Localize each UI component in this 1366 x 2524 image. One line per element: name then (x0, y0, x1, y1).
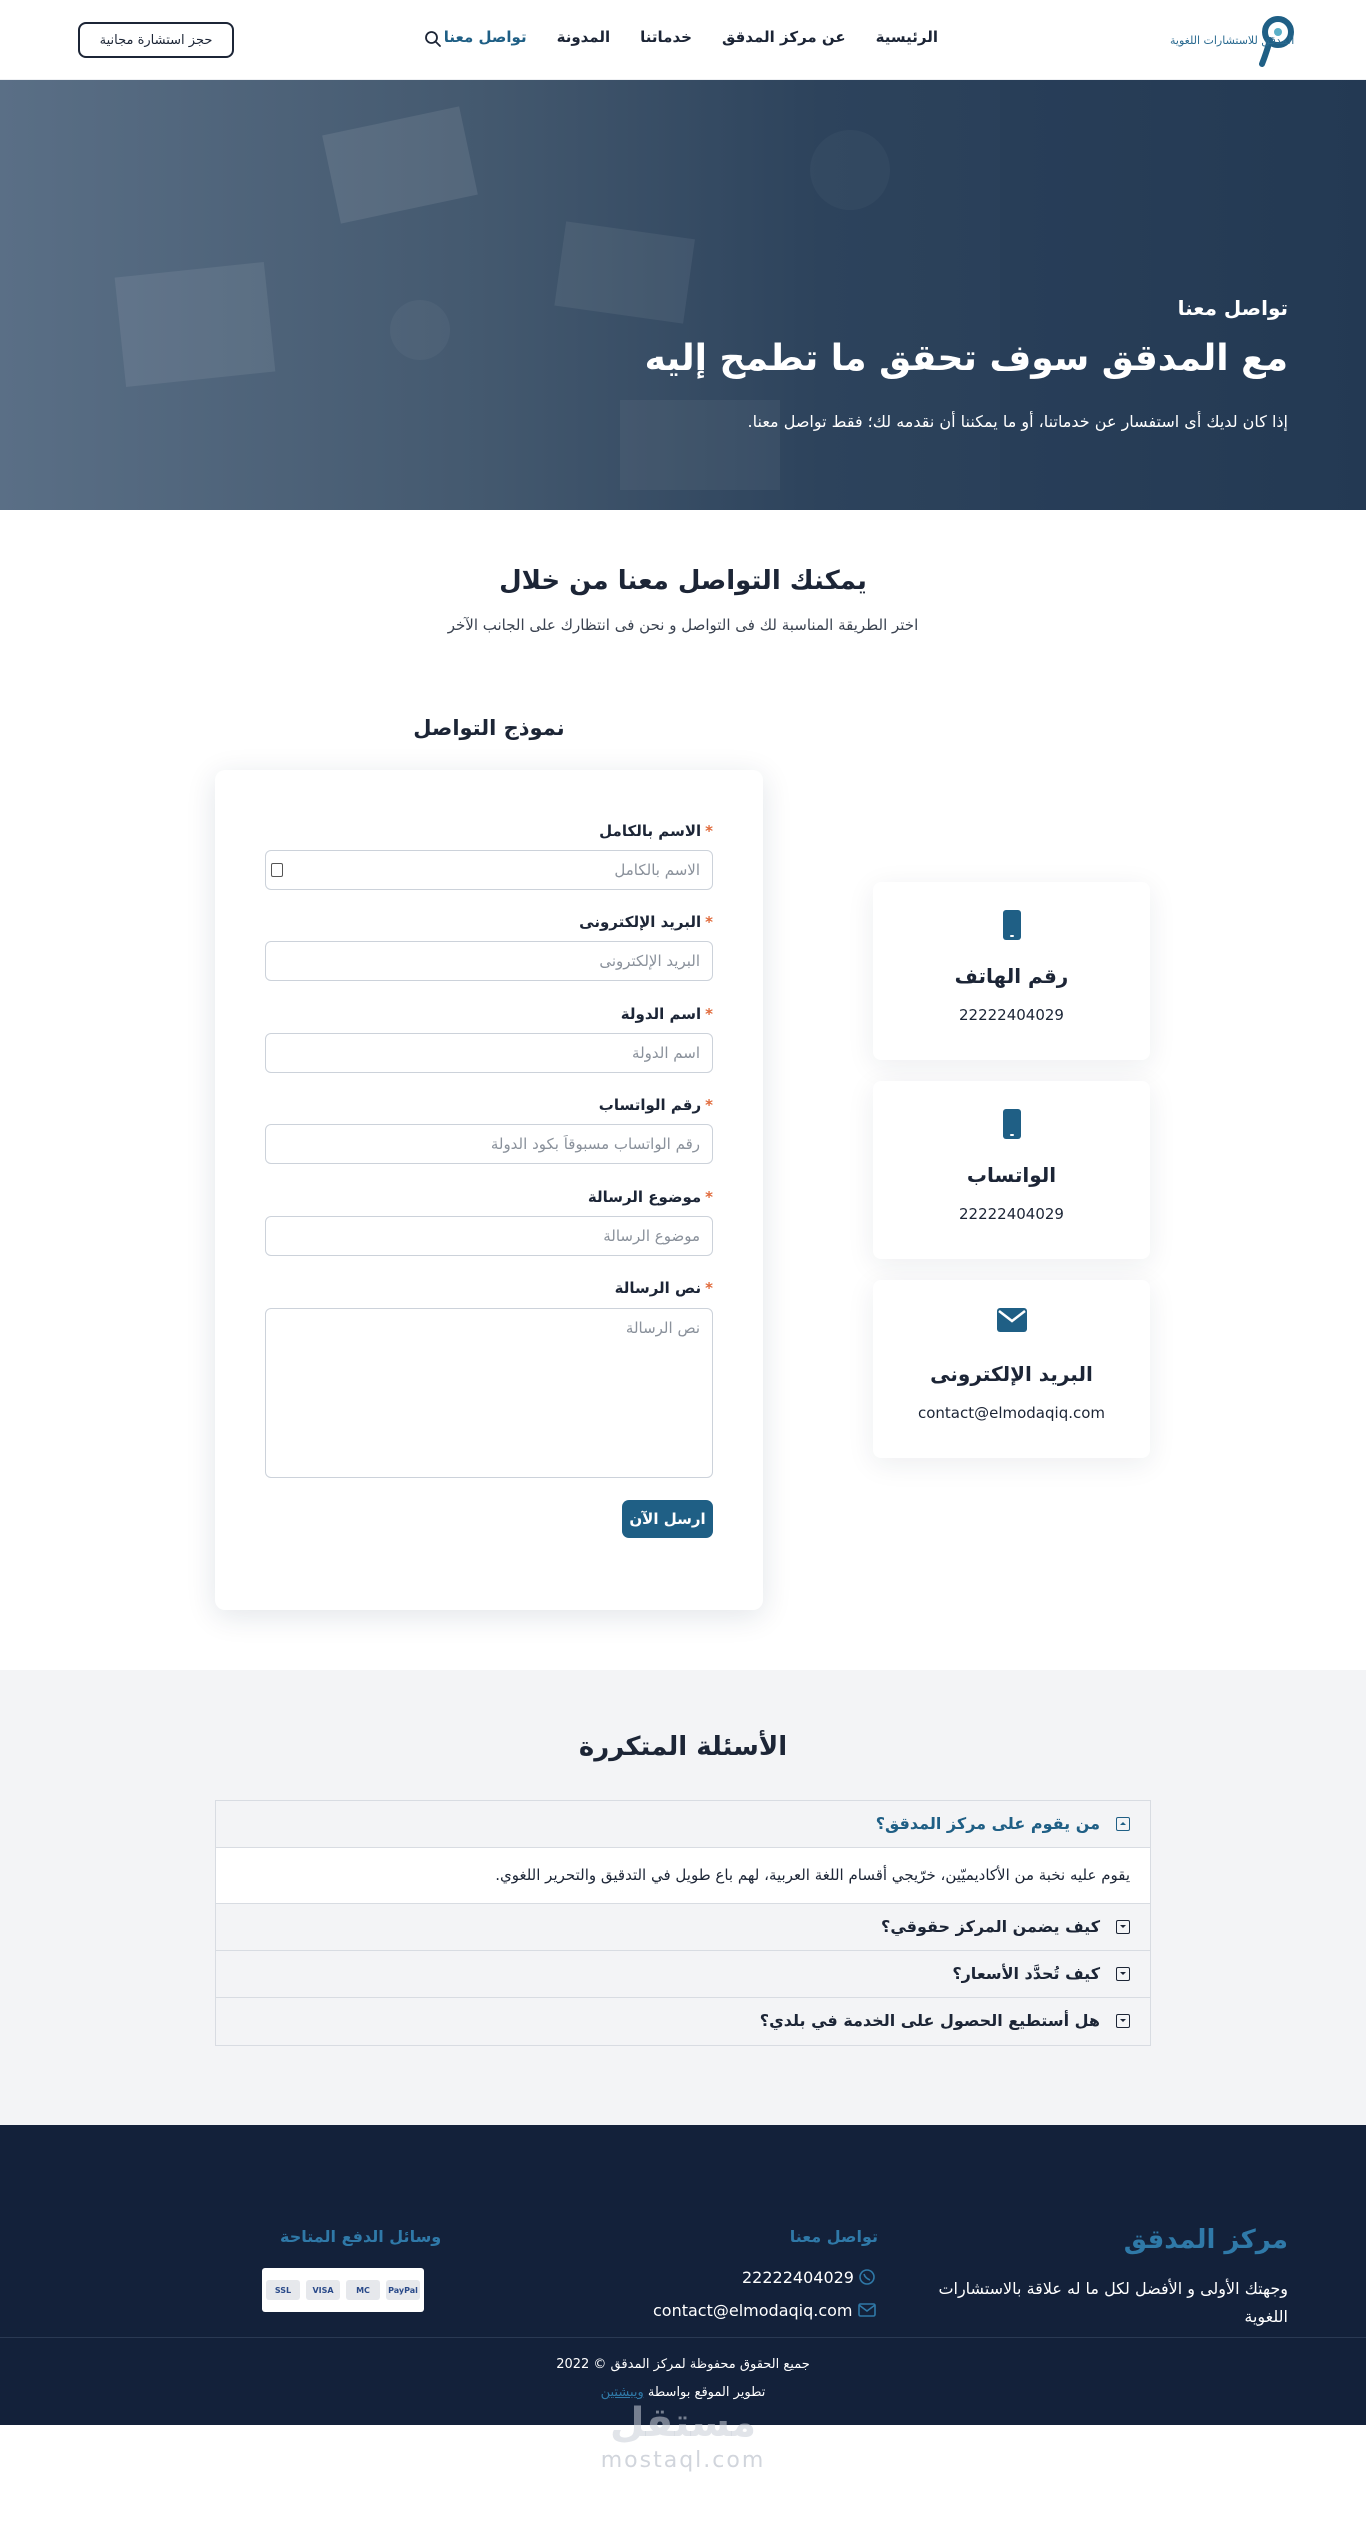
faq-question[interactable]: كيف يضمن المركز حقوقي؟ (881, 1917, 1100, 1936)
subject-input[interactable] (265, 1216, 713, 1256)
envelope-icon (858, 2301, 876, 2319)
faq-question[interactable]: هل أستطيع الحصول على الخدمة في بلدي؟ (759, 2011, 1100, 2030)
phone-icon (873, 1109, 1150, 1139)
footer-dev-prefix: تطوير الموقع بواسطة (647, 2385, 766, 2400)
hero-title: مع المدقق سوف تحقق ما تطمح إليه (644, 338, 1288, 379)
faq-question[interactable]: من يقوم على مركز المدقق؟ (875, 1814, 1100, 1833)
nav-home[interactable]: الرئيسية (875, 28, 938, 46)
payment-methods (262, 2268, 424, 2312)
faq-accordion (215, 1800, 1151, 2046)
envelope-icon (873, 1308, 1150, 1332)
phone-card (873, 882, 1150, 1060)
email-card-value[interactable]: contact@elmodaqiq.com (917, 1404, 1106, 1422)
subject-label (588, 1188, 713, 1206)
faq-question[interactable]: كيف تُحدَّد الأسعار؟ (952, 1964, 1100, 1983)
expand-icon[interactable] (1116, 2014, 1130, 2028)
subject-label-text: موضوع الرسالة (587, 1188, 702, 1206)
footer-divider (0, 2337, 1366, 2338)
faq-title: الأسئلة المتكررة (578, 1732, 788, 1762)
email-label (579, 913, 713, 931)
required-mark: * (705, 1188, 713, 1206)
faq-item[interactable] (216, 1904, 1150, 1951)
hero-banner (0, 80, 1366, 510)
whatsapp-label-text: رقم الواتساب (598, 1096, 702, 1114)
required-mark: * (705, 1279, 713, 1297)
fullname-label (599, 822, 713, 840)
collapse-icon[interactable] (1116, 1817, 1130, 1831)
required-mark: * (705, 1096, 713, 1114)
free-consultation-button[interactable]: حجز استشارة مجانية (78, 22, 234, 58)
whatsapp-card (873, 1081, 1150, 1259)
nav-contact[interactable]: تواصل معنا (443, 28, 527, 46)
required-mark: * (705, 913, 713, 931)
logo-text: المدقق للاستشارات اللغوية (1170, 34, 1295, 47)
email-input[interactable] (265, 941, 713, 981)
contact-intro-subtitle: اختر الطريقة المناسبة لك فى التواصل و نحن فى انتظارك على الجانب الآخر (447, 616, 919, 634)
fullname-input[interactable] (265, 850, 713, 890)
hero-label: تواصل معنا (1177, 296, 1288, 320)
required-mark: * (705, 1005, 713, 1023)
whatsapp-input[interactable] (265, 1124, 713, 1164)
footer-contact-title: تواصل معنا (789, 2227, 878, 2246)
whatsapp-card-title: الواتساب (966, 1163, 1057, 1187)
email-card (873, 1280, 1150, 1458)
message-label-text: نص الرسالة (614, 1279, 702, 1297)
submit-button[interactable]: ارسل الآن (622, 1500, 713, 1538)
message-label (615, 1279, 713, 1297)
phone-card-title: رقم الهاتف (954, 964, 1069, 988)
ssl-icon: SSL (266, 2280, 300, 2300)
footer-description: وجهتك الأولى و الأفضل لكل ما له علاقة بالاستشارات اللغوية (938, 2279, 1288, 2326)
autofill-key-icon[interactable] (271, 863, 283, 877)
email-label-text: البريد الإلكترونى (579, 913, 702, 931)
phone-card-value[interactable]: 22222404029 (959, 1006, 1064, 1024)
watermark: مستقل (609, 2400, 757, 2446)
whatsapp-label (599, 1096, 713, 1114)
footer-email[interactable]: contact@elmodaqiq.com (653, 2301, 853, 2320)
form-heading: نموذج التواصل (413, 716, 565, 740)
country-input[interactable] (265, 1033, 713, 1073)
faq-answer-text: يقوم عليه نخبة من الأكاديميّين، خرّيجي أقسام اللغة العربية، لهم باع طويل في التدقيق والتحرير اللغوي. (495, 1866, 1130, 1884)
fullname-label-text: الاسم بالكامل (599, 822, 702, 840)
whatsapp-card-value[interactable]: 22222404029 (959, 1205, 1064, 1223)
visa-icon: VISA (306, 2280, 340, 2300)
required-mark: * (705, 822, 713, 840)
faq-item[interactable] (216, 1998, 1150, 2045)
whatsapp-icon (858, 2268, 876, 2286)
watermark-sub: mostaql.com (600, 2448, 766, 2473)
faq-answer (216, 1848, 1150, 1904)
expand-icon[interactable] (1116, 1920, 1130, 1934)
footer-payments-title: وسائل الدفع المتاحة (280, 2227, 442, 2246)
hero-subtitle: إذا كان لديك أى استفسار عن خدماتنا، أو ما يمكننا أن نقدمه لك؛ فقط تواصل معنا. (747, 412, 1288, 431)
footer-brand: مركز المدقق (1123, 2225, 1288, 2255)
hero-background-image (0, 80, 1366, 510)
faq-section (0, 1670, 1366, 2125)
expand-icon[interactable] (1116, 1967, 1130, 1981)
nav-blog[interactable]: المدونة (556, 28, 611, 46)
site-header (0, 0, 1366, 80)
email-card-title: البريد الإلكترونى (930, 1362, 1093, 1386)
country-label-text: اسم الدولة (620, 1005, 702, 1023)
contact-intro-title: يمكنك التواصل معنا من خلال (499, 566, 867, 596)
contact-form (215, 770, 763, 1610)
phone-icon (873, 910, 1150, 940)
site-logo[interactable] (1170, 10, 1300, 68)
faq-item[interactable] (216, 1801, 1150, 1848)
site-footer (0, 2125, 1366, 2425)
nav-about[interactable]: عن مركز المدقق (721, 28, 846, 46)
main-nav (444, 28, 938, 46)
footer-developer (0, 2385, 1366, 2400)
search-icon[interactable] (424, 30, 442, 48)
footer-phone[interactable]: 22222404029 (742, 2268, 854, 2287)
paypal-icon: PayPal (386, 2280, 420, 2300)
footer-copyright: جميع الحقوق محفوظة لمركز المدقق © 2022 (556, 2357, 810, 2372)
footer-dev-link[interactable]: ويبشتين (600, 2385, 644, 2400)
faq-item[interactable] (216, 1951, 1150, 1998)
nav-services[interactable]: خدماتنا (640, 28, 692, 46)
message-textarea[interactable] (265, 1308, 713, 1478)
mastercard-icon: MC (346, 2280, 380, 2300)
country-label (621, 1005, 713, 1023)
